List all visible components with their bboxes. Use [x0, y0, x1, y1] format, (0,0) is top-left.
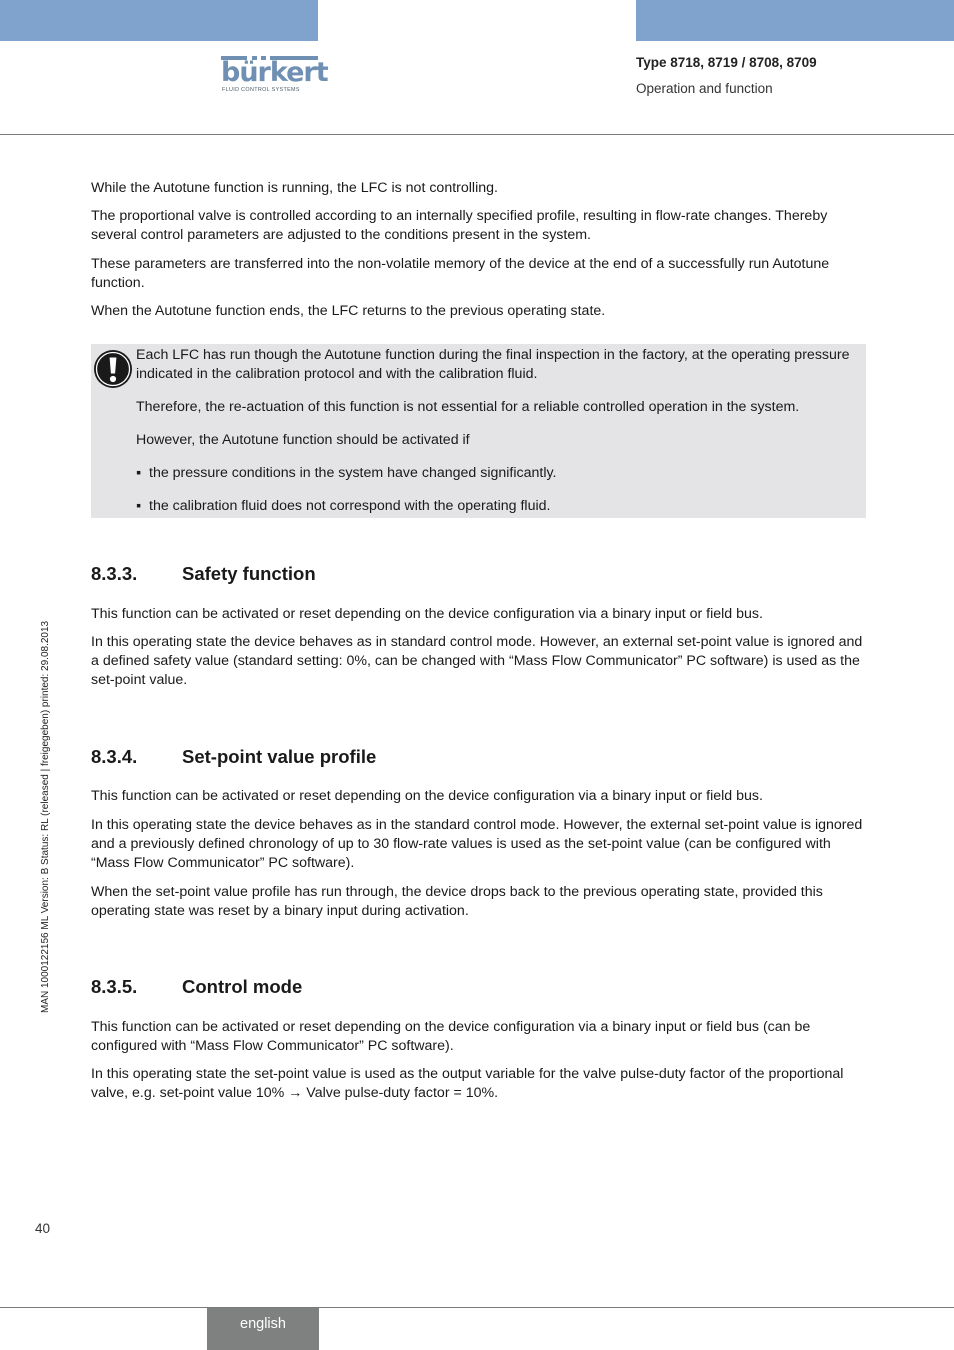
- footer-divider: [0, 1307, 954, 1308]
- note-paragraph: Therefore, the re-actuation of this function is not essential for a reliable controlled operation in the system.: [136, 399, 800, 415]
- intro-paragraph: While the Autotune function is running, the LFC is not controlling.: [91, 180, 498, 196]
- document-status-vertical: MAN 1000122156 ML Version: B Status: RL (released | freigegeben) printed: 29.08.2013: [40, 620, 51, 1013]
- logo-wordmark: bürkert: [221, 57, 328, 88]
- section-heading-set-point-value-profile: [91, 746, 376, 768]
- intro-paragraph: When the Autotune function ends, the LFC returns to the previous operating state.: [91, 303, 606, 319]
- section-paragraph: In this operating state the device behaves as in the standard control mode. However, the external set-point value is ignored and a previously defined chronology of up to 30 flow-rate values is used as the set-point value (can be configured with “Mass Flow Communicator” PC software).: [91, 817, 863, 871]
- section-number: 8.3.3.: [91, 563, 138, 584]
- exclamation-icon: [93, 349, 133, 389]
- header-bar-right: [636, 0, 954, 41]
- burkert-logo: [221, 56, 328, 96]
- note-paragraph: Each LFC has run though the Autotune function during the final inspection in the factory, at the operating pressure indicated in the calibration protocol and with the calibration fluid.: [136, 347, 850, 382]
- section-number: 8.3.5.: [91, 976, 138, 997]
- section-heading-safety-function: [91, 563, 316, 585]
- section-title: Set-point value profile: [182, 746, 377, 767]
- section-paragraph: This function can be activated or reset depending on the device configuration via a binary input or field bus (can be configured with “Mass Flow Communicator” PC software).: [91, 1019, 811, 1054]
- intro-paragraph: The proportional valve is controlled according to an internally specified profile, resulting in flow-rate changes. Thereby several control parameters are adjusted to the conditions present in the system.: [91, 208, 828, 243]
- document-section: Operation and function: [636, 81, 773, 96]
- note-bullet-text: the pressure conditions in the system have changed significantly.: [149, 465, 557, 481]
- section-paragraph: This function can be activated or reset depending on the device configuration via a binary input or field bus.: [91, 788, 763, 804]
- bullet-icon: ▪: [136, 465, 142, 481]
- section-paragraph: This function can be activated or reset depending on the device configuration via a binary input or field bus.: [91, 606, 763, 622]
- language-tab: english: [207, 1308, 319, 1350]
- intro-paragraph: These parameters are transferred into the non-volatile memory of the device at the end of a successfully run Autotune function.: [91, 256, 830, 291]
- header-bar-left: [0, 0, 318, 41]
- section-title: Safety function: [182, 563, 316, 584]
- document-type: Type 8718, 8719 / 8708, 8709: [636, 55, 817, 70]
- section-heading-control-mode: [91, 976, 302, 998]
- logo-subtitle: FLUID CONTROL SYSTEMS: [222, 87, 300, 93]
- section-title: Control mode: [182, 976, 303, 997]
- bullet-icon: ▪: [136, 498, 142, 514]
- important-note-box: [91, 344, 866, 518]
- section-paragraph: When the set-point value profile has run through, the device drops back to the previous operating state, provided this operating state was reset by a binary input during activation.: [91, 884, 823, 919]
- section-paragraph: In this operating state the device behaves as in standard control mode. However, an external set-point value is ignored and a defined safety value (standard setting: 0%, can be changed with “Mass Flow Communicator” PC software) is used as the set-point value.: [91, 634, 863, 688]
- section-number: 8.3.4.: [91, 746, 138, 767]
- header-divider: [0, 134, 954, 135]
- page-number: 40: [35, 1221, 51, 1236]
- note-bullet-text: the calibration fluid does not correspond with the operating fluid.: [149, 498, 551, 514]
- note-paragraph: However, the Autotune function should be activated if: [136, 432, 470, 448]
- section-paragraph: In this operating state the set-point value is used as the output variable for the valve pulse-duty factor of the proportional valve, e.g. set-point value 10% → Valve pulse-duty factor = 10%.: [91, 1066, 844, 1101]
